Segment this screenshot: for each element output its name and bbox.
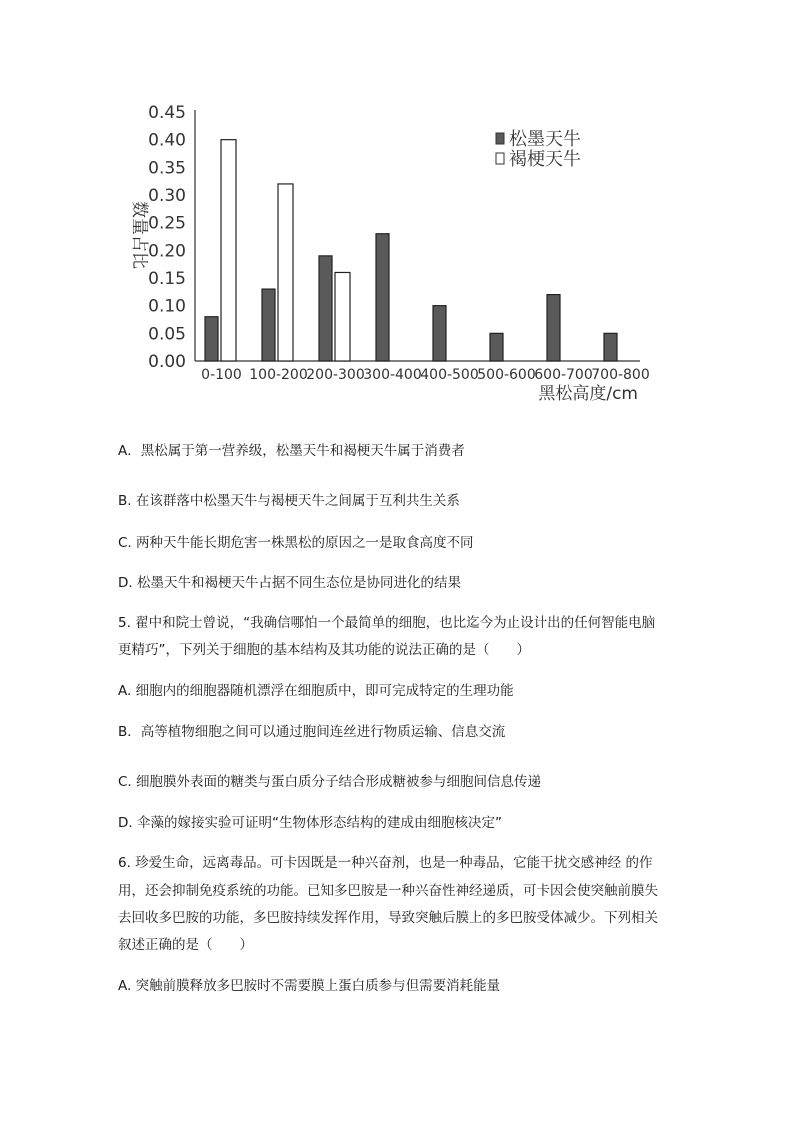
x-tick-label: 200-300 (306, 367, 365, 383)
bar-songmo (604, 333, 617, 361)
option-4b: B. 在该群落中松墨天牛与褐梗天牛之间属于互利共生关系 (118, 493, 460, 509)
question-6-line-1: 6. 珍爱生命，远离毒品。可卡因既是一种兴奋剂，也是一种毒品，它能干扰交感神经 的作 (118, 855, 653, 871)
bar-hegeng (335, 272, 350, 361)
bar-songmo (262, 289, 275, 361)
y-tick-label: 0.40 (148, 130, 186, 151)
x-tick-labels (201, 367, 650, 383)
question-6-line-3: 去回收多巴胺的功能，多巴胺持续发挥作用，导致突触后膜上的多巴胺受体减少。下列相关 (118, 910, 658, 926)
option-4c: C. 两种天牛能长期危害一株黑松的原因之一是取食高度不同 (118, 535, 474, 551)
option-5d: D. 伞藻的嫁接实验可证明“生物体形态结构的建成由细胞核决定” (118, 815, 502, 831)
bar-hegeng (278, 184, 293, 361)
option-4d: D. 松墨天牛和褐梗天牛占据不同生态位是协同进化的结果 (118, 575, 461, 591)
option-5a: A. 细胞内的细胞器随机漂浮在细胞质中，即可完成特定的生理功能 (118, 683, 514, 699)
legend-swatch-songmo (496, 133, 504, 144)
y-tick-label: 0.15 (148, 269, 186, 289)
x-tick-label: 0-100 (201, 367, 242, 383)
legend (496, 129, 581, 170)
legend-label-songmo: 松墨天牛 (509, 129, 581, 150)
y-tick-label: 0.05 (148, 324, 186, 345)
question-5-line-2: 更精巧”，下列关于细胞的基本结构及其功能的说法正确的是（ ） (118, 642, 530, 658)
bar-songmo (547, 295, 560, 361)
x-tick-label: 500-600 (477, 367, 536, 383)
y-tick-label: 0.45 (148, 103, 186, 123)
y-tick-label: 0.00 (148, 352, 186, 372)
question-6-line-4: 叙述正确的是（ ） (118, 937, 253, 953)
bar-songmo (376, 234, 389, 361)
bar-songmo (319, 256, 332, 361)
option-5b: B．高等植物细胞之间可以通过胞间连丝进行物质运输、信息交流 (118, 724, 506, 740)
question-6-line-2: 用，还会抑制免疫系统的功能。已知多巴胺是一种兴奋性神经递质，可卡因会使突触前膜失 (118, 883, 658, 899)
x-tick-label: 700-800 (591, 367, 650, 383)
y-tick-label: 0.35 (148, 158, 186, 179)
legend-swatch-hegeng (496, 153, 504, 164)
y-tick-labels (148, 103, 186, 372)
bars (205, 140, 617, 361)
bar-songmo (205, 317, 218, 361)
x-tick-label: 400-500 (420, 367, 479, 383)
bar-hegeng (221, 140, 236, 361)
y-tick-label: 0.25 (148, 213, 186, 234)
x-tick-label: 100-200 (249, 367, 308, 383)
bar-songmo (433, 306, 446, 361)
option-4a: A．黑松属于第一营养级，松墨天牛和褐梗天牛属于消费者 (118, 443, 465, 459)
y-tick-label: 0.30 (148, 186, 186, 206)
bar-chart (120, 95, 660, 415)
x-tick-label: 600-700 (534, 367, 593, 383)
x-tick-label: 300-400 (363, 367, 422, 383)
option-5c: C. 细胞膜外表面的糖类与蛋白质分子结合形成糖被参与细胞间信息传递 (118, 774, 542, 790)
y-axis-title: 数量占比 (129, 201, 149, 269)
x-axis-title: 黑松高度/cm (538, 384, 638, 404)
option-6a: A. 突触前膜释放多巴胺时不需要膜上蛋白质参与但需要消耗能量 (118, 978, 501, 994)
legend-label-hegeng: 褐梗天牛 (509, 149, 581, 170)
y-tick-label: 0.20 (148, 241, 186, 262)
y-tick-label: 0.10 (148, 296, 186, 317)
bar-songmo (490, 333, 503, 361)
question-5-line-1: 5. 翟中和院士曾说，“我确信哪怕一个最简单的细胞，也比迄今为止设计出的任何智能电脑 (118, 615, 656, 631)
